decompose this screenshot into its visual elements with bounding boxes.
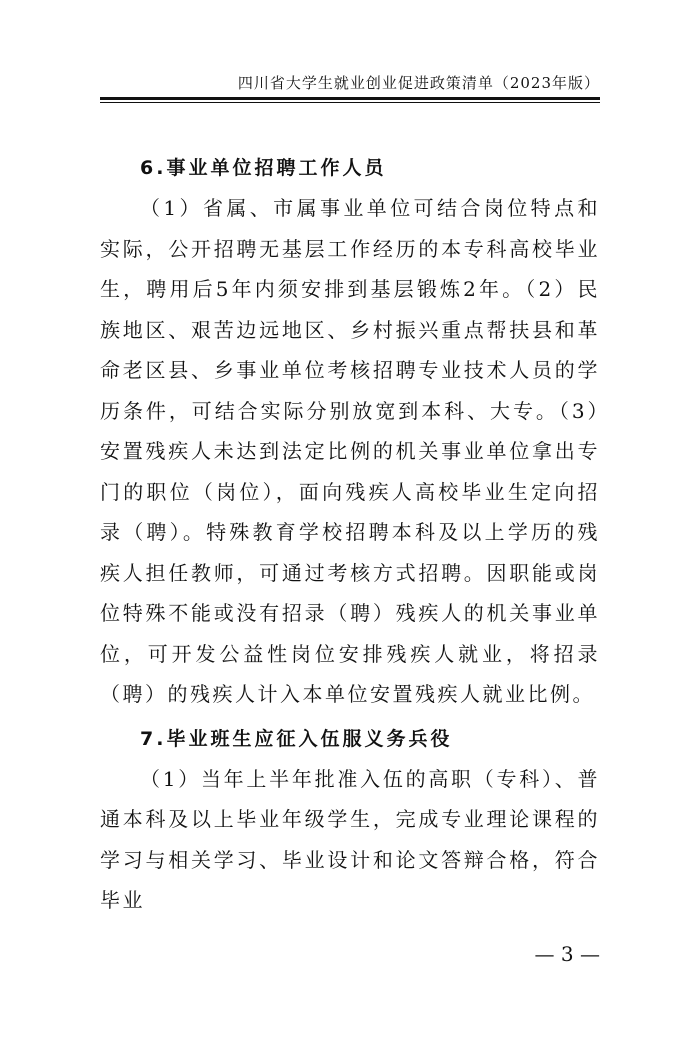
header-rule-thin <box>100 102 600 103</box>
page-number: — 3 — <box>534 942 600 966</box>
section-paragraph-6: （1）省属、市属事业单位可结合岗位特点和实际，公开招聘无基层工作经历的本专科高校毕业生，聘用后5年内须安排到基层锻炼2年。（2）民族地区、艰苦边远地区、乡村振兴重点帮扶县和革命老区县、乡事业单位考核招聘专业技术人员的学历条件，可结合实际分别放宽到本科、大专。（3）安置残疾人未达到法定比例的机关事业单位拿出专门的职位（岗位），面向残疾人高校毕业生定向招录（聘）。特殊教育学校招聘本科及以上学历的残疾人担任教师，可通过考核方式招聘。因职能或岗位特殊不能或没有招录（聘）残疾人的机关事业单位，可开发公益性岗位安排残疾人就业，将招录（聘）的残疾人计入本单位安置残疾人就业比例。 <box>100 196 600 706</box>
section-heading-6: 6.事业单位招聘工作人员 <box>140 157 387 179</box>
running-header: 四川省大学生就业创业促进政策清单（2023年版） <box>237 74 600 92</box>
section-heading-7: 7.毕业班生应征入伍服义务兵役 <box>140 727 453 750</box>
section-paragraph-7: （1）当年上半年批准入伍的高职（专科）、普通本科及以上毕业年级学生，完成专业理论课程的学习与相关学习、毕业设计和论文答辩合格，符合毕业 <box>100 766 600 912</box>
document-body <box>100 148 600 921</box>
header-rule-thick <box>100 97 600 100</box>
